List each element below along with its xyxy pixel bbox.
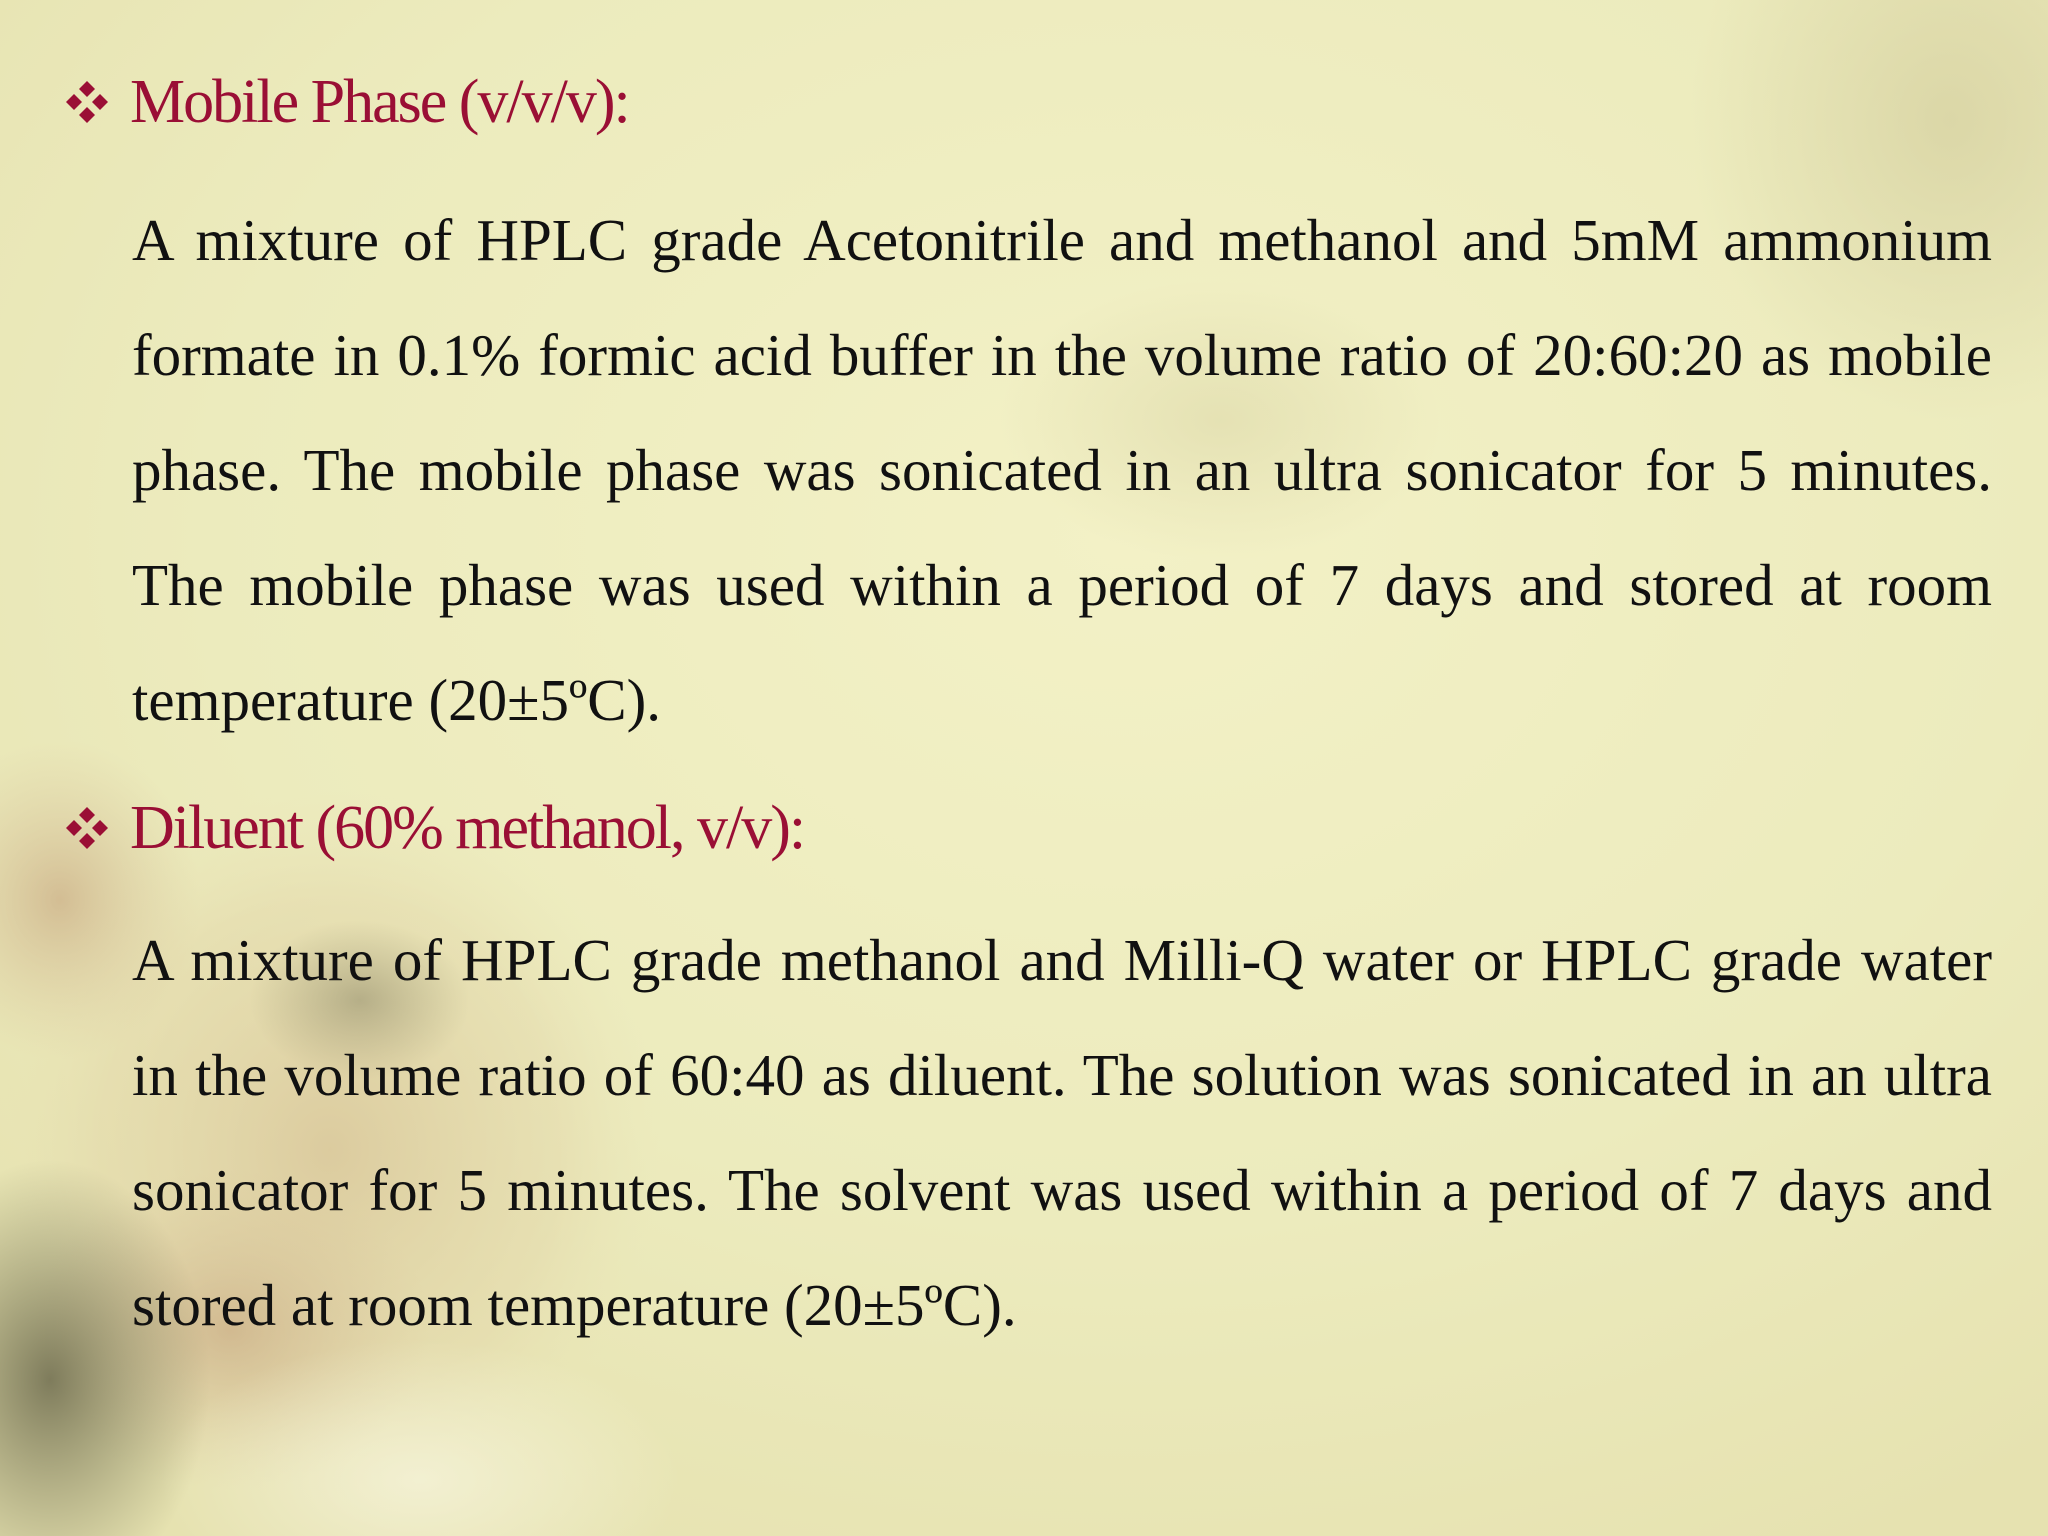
four-diamond-bullet-icon — [62, 803, 112, 853]
section-body-diluent: A mixture of HPLC grade methanol and Milli-Q water or HPLC grade water in the volume ratio of 60:40 as diluent. The solution was sonicated in an ultra sonicator for 5 minutes. The solvent was used within a period of 7 days and stored at room temperature (20±5ºC). — [132, 927, 1992, 1338]
section-body-mobile-phase: A mixture of HPLC grade Acetonitrile and methanol and 5mM ammonium formate in 0.1% formic acid buffer in the volume ratio of 20:60:20 as mobile phase. The mobile phase was sonicated in an ultra sonicator for 5 minutes. The mobile phase was used within a period of 7 days and stored at room temperature (20±5ºC). — [132, 207, 1992, 733]
section-heading-diluent — [62, 788, 804, 868]
four-diamond-bullet-icon — [62, 77, 112, 127]
section-title: Mobile Phase (v/v/v): — [130, 67, 629, 136]
section-heading-mobile-phase — [62, 62, 629, 142]
section-title: Diluent (60% methanol, v/v): — [130, 793, 805, 862]
